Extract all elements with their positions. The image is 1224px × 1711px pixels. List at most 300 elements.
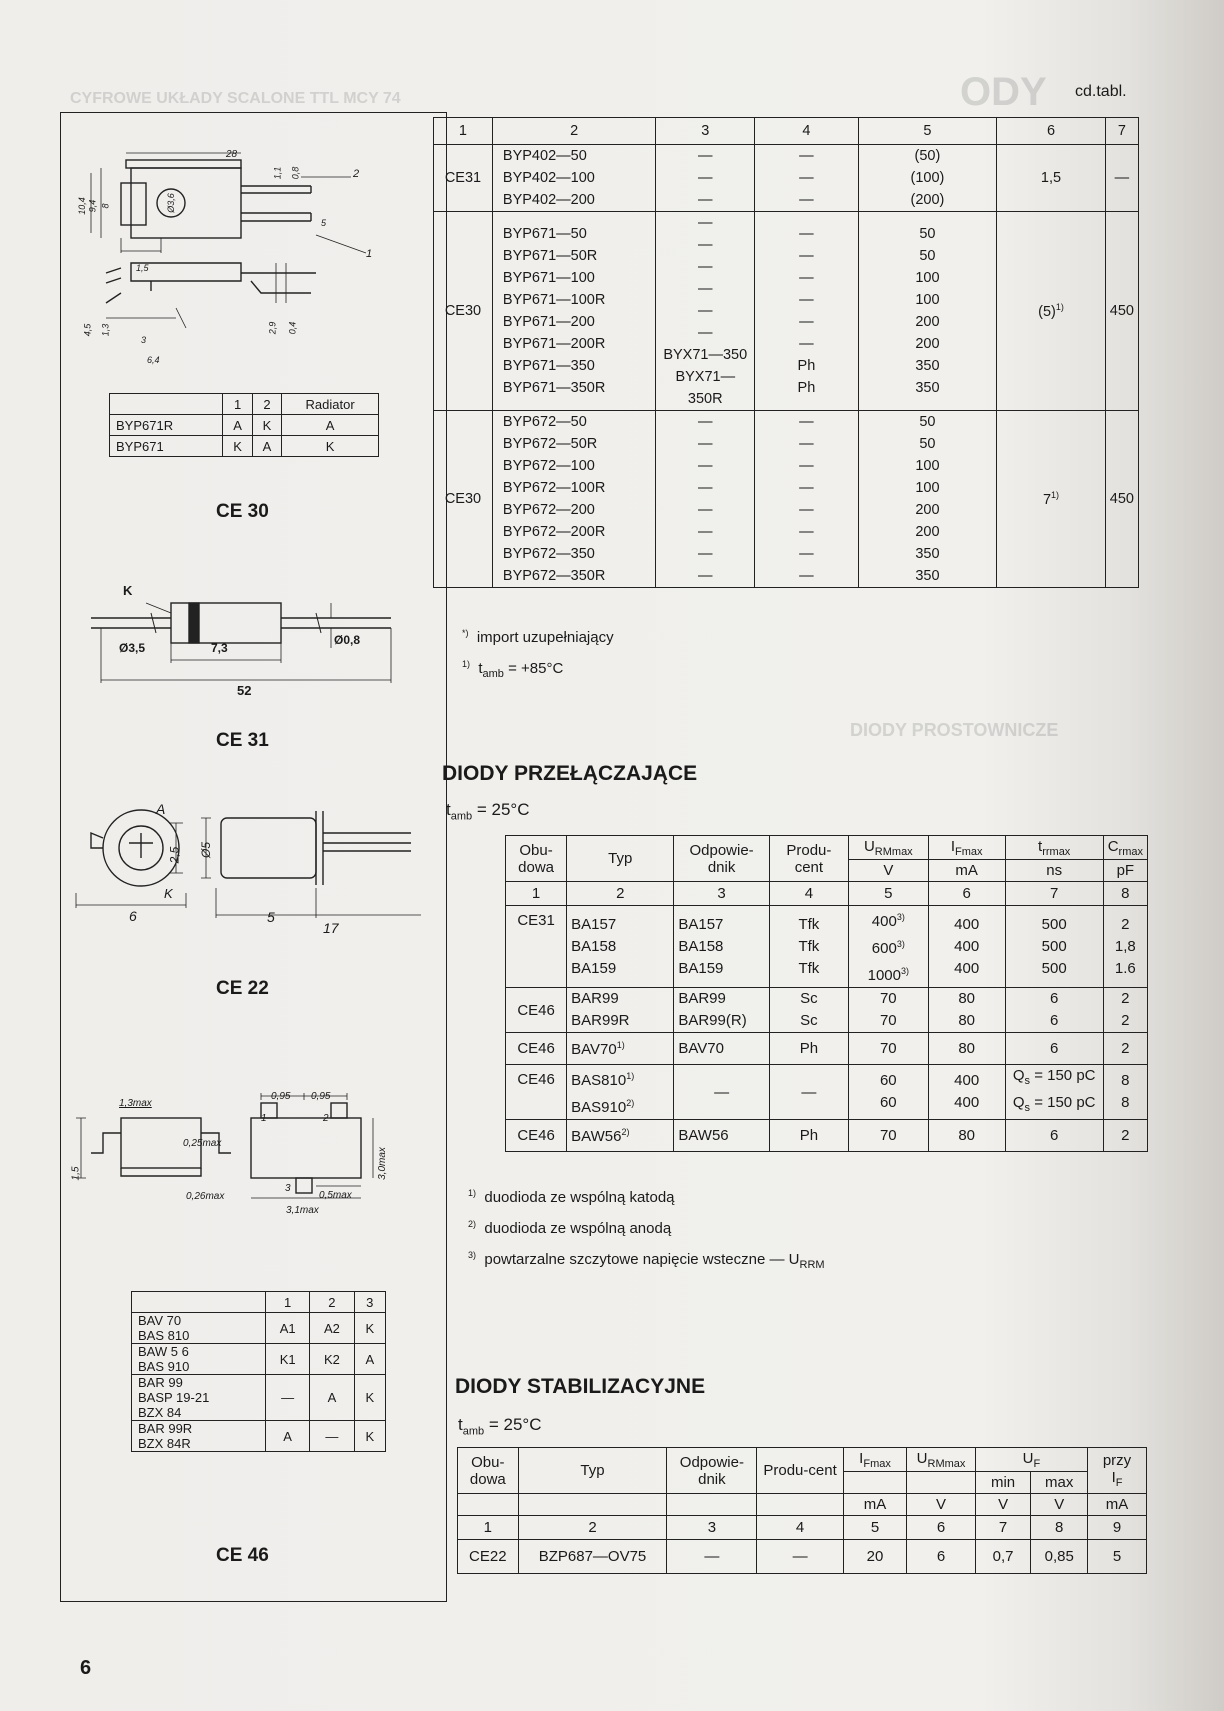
note-mark: 3) (468, 1250, 477, 1260)
types-cell (492, 145, 655, 212)
producer-line: Tfk (798, 915, 820, 933)
producer-cell (755, 212, 859, 411)
dim-label: 0,95 (271, 1091, 291, 1102)
col7-cell: 450 (1105, 411, 1138, 588)
ce31-outline-drawing (61, 568, 446, 708)
equiv-cell (674, 988, 769, 1033)
note (462, 651, 614, 687)
package-drawings-panel (60, 112, 447, 1602)
sym: U (916, 1449, 928, 1467)
col-header: Produ-cent (757, 1448, 843, 1494)
producer-line: — (799, 502, 814, 518)
producer-line: — (799, 192, 814, 208)
tamb-sub: amb (462, 1425, 485, 1438)
equiv-line: BA159 (678, 959, 724, 977)
equiv-line: BYX71—350 (663, 347, 748, 363)
section-title-switching: DIODY PRZEŁĄCZAJĄCE (442, 762, 698, 785)
tamb-value: = 25°C (484, 1415, 542, 1434)
value-line: 350 (915, 568, 940, 584)
producer-line: — (799, 248, 814, 264)
unit-header: mA (1088, 1494, 1147, 1516)
dim-label: 3 (141, 335, 147, 345)
type-line: BZX 84 (138, 1405, 182, 1420)
col-header (907, 1448, 975, 1472)
sym: C (1107, 837, 1119, 855)
equiv-line: — (698, 215, 713, 231)
case-cell: CE22 (458, 1540, 519, 1574)
col-header (975, 1448, 1087, 1472)
producer-cell: — (769, 1065, 848, 1120)
types-cell (567, 1120, 674, 1152)
equiv-line: — (698, 546, 713, 562)
type-line: BAV70 (571, 1040, 617, 1058)
dim-label: 1 (261, 1113, 267, 1124)
col-header: min (975, 1472, 1031, 1494)
type-line: BYP671—350 (502, 358, 595, 374)
type-line: BYP672—200R (502, 524, 606, 540)
pin-cell: K2 (310, 1344, 354, 1375)
col-header (1103, 836, 1147, 860)
sym: I (950, 837, 955, 855)
u-line: 70 (879, 990, 897, 1007)
type: BAS810 (571, 1072, 627, 1089)
producer-line: Tfk (798, 959, 820, 977)
value-line: 50 (919, 414, 936, 430)
value-line: 350 (915, 358, 940, 374)
footnote-mark: 3) (901, 966, 910, 976)
case-cell: CE46 (506, 988, 567, 1033)
unit-header (518, 1494, 667, 1516)
num-header: 4 (769, 882, 848, 906)
c-cell (1103, 988, 1147, 1033)
unit-header: V (975, 1494, 1031, 1516)
pin-header: 2 (252, 394, 281, 415)
dim-label: Ø0,8 (334, 633, 361, 647)
producer-line: — (799, 170, 814, 186)
table-row (506, 1033, 1148, 1065)
value: = 150 pC (1030, 1067, 1096, 1084)
producer-line: Tfk (798, 937, 820, 955)
pin-cell: A (223, 415, 252, 436)
equiv-line: — (698, 414, 713, 430)
col-header: 3 (656, 118, 755, 145)
col5-cell (858, 145, 996, 212)
uf-min-cell: 0,7 (975, 1540, 1031, 1574)
dim-label: 10,4 (76, 197, 87, 215)
types-cell (567, 1065, 674, 1120)
value: 400 (871, 913, 897, 930)
col-header: Obu-dowa (506, 836, 567, 882)
pin-cell: K (354, 1375, 385, 1421)
num-header: 1 (458, 1516, 519, 1540)
producer-line: — (799, 568, 814, 584)
switching-diodes-table (505, 835, 1148, 1152)
producer-cell (769, 988, 848, 1033)
footnote-mark: 3) (896, 912, 905, 922)
col7-cell: 450 (1105, 212, 1138, 411)
producer-line: — (799, 226, 814, 242)
case-cell: CE46 (506, 1120, 567, 1152)
col6-cell (997, 411, 1106, 588)
c-line: 2 (1121, 1012, 1130, 1029)
uf-max-cell: 0,85 (1031, 1540, 1088, 1574)
pin-cell: A (354, 1344, 385, 1375)
value-line: 350 (915, 546, 940, 562)
dim-label: K (164, 886, 173, 901)
pin-cell: K (282, 436, 379, 457)
type-line (571, 1092, 669, 1119)
col-header: max (1031, 1472, 1088, 1494)
equiv-line: — (698, 458, 713, 474)
types-cell (567, 1033, 674, 1065)
sym-sub: rmax (1118, 845, 1143, 858)
type-line: BYP672—50 (502, 414, 587, 430)
num-header: 8 (1031, 1516, 1088, 1540)
sym-sub: s (1024, 1102, 1031, 1114)
equiv-line: — (698, 480, 713, 496)
note-sub: RRM (799, 1259, 825, 1271)
pin-types-cell (132, 1421, 266, 1452)
producer-line: — (799, 292, 814, 308)
num-header: 7 (1005, 882, 1103, 906)
num-header: 1 (506, 882, 567, 906)
t-cell (1005, 906, 1103, 988)
footnote-mark: 2) (626, 1098, 635, 1108)
i-line: 400 (954, 915, 980, 933)
pin-cell: K (354, 1421, 385, 1452)
footnote-mark: 1) (1055, 302, 1064, 313)
dim-label: 28 (226, 149, 238, 160)
i-line: 400 (954, 1094, 980, 1111)
dim-label: 2,9 (267, 321, 278, 335)
pin-cell: BYP671 (110, 436, 223, 457)
dim-label: 52 (237, 683, 252, 698)
dim-label: 3,1max (286, 1205, 319, 1216)
c-line: 2 (1121, 915, 1130, 933)
col-header: Typ (567, 836, 674, 882)
c-cell (1103, 906, 1147, 988)
value-line: (200) (910, 192, 945, 208)
equiv-line: — (698, 325, 713, 341)
ce22-caption: CE 22 (216, 978, 269, 999)
equiv-line: — (698, 568, 713, 584)
pin-header: 3 (354, 1292, 385, 1313)
producer-line: — (799, 148, 814, 164)
value-line: 100 (915, 292, 940, 308)
unit-header: V (907, 1494, 975, 1516)
value-line: 100 (915, 480, 940, 496)
unit-header (757, 1494, 843, 1516)
c-line: 1.6 (1114, 959, 1136, 977)
type-line: BA158 (571, 937, 617, 955)
sym: Q (1012, 1094, 1025, 1111)
value-line: 200 (915, 502, 940, 518)
value-line: (50) (914, 148, 941, 164)
value: = 150 pC (1030, 1094, 1096, 1111)
type-line: BYP672—50R (502, 436, 598, 452)
dim-label: 17 (323, 920, 339, 936)
type-line: BYP672—100 (502, 458, 595, 474)
equiv-cell: — (674, 1065, 769, 1120)
ce31-caption: CE 31 (216, 730, 269, 751)
producer-line: — (799, 414, 814, 430)
u-line: 60 (879, 1094, 897, 1111)
pin-cell: K1 (266, 1344, 310, 1375)
pin-header (132, 1292, 266, 1313)
sym (1092, 1469, 1142, 1489)
col-header: Produ-cent (769, 836, 848, 882)
tamb-switching (446, 800, 530, 822)
type-line: BAW56 (571, 1127, 622, 1145)
ce30-pin-table (109, 393, 379, 457)
producer-line: — (799, 546, 814, 562)
pin-header: 1 (266, 1292, 310, 1313)
page-number: 6 (80, 1657, 92, 1679)
dim-label: 1,3 (100, 323, 111, 337)
note-text: duodioda ze wspólną anodą (484, 1220, 672, 1237)
pin-cell: K (223, 436, 252, 457)
equiv-cell (656, 411, 755, 588)
t-line: 6 (1050, 990, 1059, 1007)
producer-cell: Ph (769, 1033, 848, 1065)
pin-types-cell (132, 1313, 266, 1344)
dim-label: K (123, 583, 133, 598)
t-cell: 6 (1005, 1120, 1103, 1152)
type-line: BASP 19-21 (138, 1390, 210, 1405)
pin-cell: K (252, 415, 281, 436)
type-line: BA157 (571, 915, 617, 933)
ce46-pin-table (131, 1291, 386, 1452)
pin-cell: K (354, 1313, 385, 1344)
producer-cell (769, 906, 848, 988)
producer-cell: Ph (769, 1120, 848, 1152)
sym: U (1022, 1449, 1034, 1467)
dim-label: 5 (267, 909, 275, 925)
type-line: BA159 (571, 959, 617, 977)
type: BAS910 (571, 1099, 627, 1116)
dim-label: 1,3max (119, 1098, 152, 1109)
sym-sub: rrmax (1042, 845, 1071, 858)
dim-label: 6 (129, 908, 137, 924)
u-line: 70 (879, 1012, 897, 1029)
type-line: BYP402—50 (502, 148, 587, 164)
equiv-line: — (698, 148, 713, 164)
table-row (506, 1120, 1148, 1152)
case-cell: CE30 (434, 212, 493, 411)
pin-cell: A (310, 1375, 354, 1421)
section-title-zener: DIODY STABILIZACYJNE (455, 1375, 706, 1398)
sym-sub: F (1033, 1457, 1041, 1470)
note-text: import uzupełniający (476, 629, 614, 646)
t-line: 500 (1041, 937, 1067, 955)
producer-cell: — (757, 1540, 843, 1574)
dim-label: 0,8 (290, 166, 301, 180)
dim-label: A (156, 801, 166, 817)
unit-header: ns (1005, 860, 1103, 882)
num-header: 5 (848, 882, 928, 906)
equiv-line: — (698, 303, 713, 319)
t-cell: 6 (1005, 1033, 1103, 1065)
c-cell: 2 (1103, 1120, 1147, 1152)
type-line (571, 1065, 669, 1092)
note-text: = +85°C (503, 660, 564, 677)
num-header: 3 (667, 1516, 757, 1540)
i-line: 400 (954, 937, 980, 955)
u-cell: 70 (848, 1120, 928, 1152)
unit-header: mA (843, 1494, 907, 1516)
i-line: 80 (958, 1012, 976, 1029)
equiv-cell (656, 145, 755, 212)
producer-line: — (799, 458, 814, 474)
blank (843, 1472, 907, 1494)
value: 7 (1042, 491, 1052, 508)
unit-header (458, 1494, 519, 1516)
u-cell (848, 988, 928, 1033)
sym-sub: RMmax (874, 845, 913, 858)
col-header (928, 836, 1005, 860)
sym-sub: RMmax (927, 1457, 966, 1470)
i-line: 80 (958, 990, 976, 1007)
type-line: BYP671—100 (502, 270, 595, 286)
i-cell: 80 (928, 1033, 1005, 1065)
col-header (848, 836, 928, 860)
type-line: BYP671—200R (502, 336, 606, 352)
ce30-outline-drawing (61, 113, 446, 433)
equiv-line: BAR99(R) (678, 1012, 747, 1029)
dim-label: 4,5 (82, 323, 93, 337)
type-line: BYP402—200 (502, 192, 595, 208)
dim-label: 2 (323, 1113, 329, 1124)
producer-line: Ph (797, 358, 816, 374)
i-cell (928, 988, 1005, 1033)
dim-label: 6,4 (147, 355, 160, 365)
equiv-cell (656, 212, 755, 411)
equiv-line: — (698, 524, 713, 540)
dim-label: 9,4 (87, 199, 98, 213)
value: 1000 (867, 967, 901, 984)
producer-cell (755, 411, 859, 588)
type-line: BAS 810 (138, 1328, 190, 1343)
table1-notes (462, 620, 614, 687)
t-line (1010, 1092, 1099, 1119)
pin-types-cell (132, 1344, 266, 1375)
unit-header: pF (1103, 860, 1147, 882)
type-line: BYP671—200 (502, 314, 595, 330)
unit-header (667, 1494, 757, 1516)
if-cell: 20 (843, 1540, 907, 1574)
num-header: 3 (674, 882, 769, 906)
u-line: 60 (879, 1072, 897, 1089)
value: (5) (1038, 303, 1056, 320)
pin-header: Radiator (282, 394, 379, 415)
col5-cell (858, 212, 996, 411)
tamb-t: t (458, 1415, 463, 1434)
tamb-t: t (446, 800, 451, 819)
equiv-cell: — (667, 1540, 757, 1574)
tamb-sub: amb (450, 810, 473, 823)
col-header: 6 (997, 118, 1106, 145)
value-line: 200 (915, 524, 940, 540)
footnote-mark: 2) (621, 1126, 630, 1137)
col-header: 1 (434, 118, 493, 145)
note-mark: *) (462, 628, 469, 638)
t-line: 6 (1050, 1012, 1059, 1029)
sym: t (1038, 837, 1043, 855)
col-header: 2 (492, 118, 655, 145)
i-cell (928, 1065, 1005, 1120)
num-header: 2 (518, 1516, 667, 1540)
producer-cell (755, 145, 859, 212)
u-line (853, 960, 924, 987)
unit-header: mA (928, 860, 1005, 882)
dim-label: 8 (100, 203, 111, 209)
section2-notes (468, 1180, 825, 1278)
type-line: BYP672—350R (502, 568, 606, 584)
c-cell (1103, 1065, 1147, 1120)
type-line: BAR99R (571, 1012, 630, 1029)
pin-cell: A2 (310, 1313, 354, 1344)
value-line: 100 (915, 270, 940, 286)
producer-line: Ph (797, 380, 816, 396)
type-line: BAS 910 (138, 1359, 190, 1374)
sym-main: I (1111, 1469, 1116, 1486)
equiv-line: — (698, 170, 713, 186)
ce30-caption: CE 30 (216, 501, 269, 522)
note (462, 620, 614, 651)
t-cell (1005, 988, 1103, 1033)
note-text: powtarzalne szczytowe napięcie wsteczne — U (484, 1251, 800, 1268)
value-line: 200 (915, 314, 940, 330)
i-line: 400 (954, 1072, 980, 1089)
sym: I (859, 1449, 864, 1467)
dim-label: Ø3,5 (119, 641, 146, 655)
num-header: 2 (567, 882, 674, 906)
pin-header: 2 (310, 1292, 354, 1313)
footnote-mark: 1) (616, 1039, 625, 1050)
footnote-mark: 3) (896, 939, 905, 949)
continued-label: cd.tabl. (1075, 83, 1127, 100)
dim-label: 2 (353, 168, 360, 180)
equiv-cell (674, 906, 769, 988)
dim-label: Ø3,6 (165, 193, 176, 213)
type-line: BYP671—350R (502, 380, 606, 396)
equiv-line: BAR99 (678, 990, 726, 1007)
type-line: BAV 70 (138, 1313, 182, 1328)
dim-label: 1,5 (70, 1166, 82, 1181)
col6-cell (997, 212, 1106, 411)
col-header (1088, 1448, 1147, 1494)
equiv-cell: BAW56 (674, 1120, 769, 1152)
note-text: duodioda ze wspólną katodą (484, 1189, 675, 1206)
value-line: 350 (915, 380, 940, 396)
case-cell: CE31 (506, 906, 567, 988)
pin-cell: — (266, 1375, 310, 1421)
dim-label: 2,5 (167, 846, 182, 864)
value-line: 50 (919, 248, 936, 264)
dim-label: 0,95 (311, 1091, 331, 1102)
u-cell (848, 1065, 928, 1120)
equiv-line: — (698, 502, 713, 518)
types-cell (567, 988, 674, 1033)
type-line: BYP671—50 (502, 226, 587, 242)
equiv-line: — (698, 281, 713, 297)
t-line (1010, 1065, 1099, 1092)
blank (907, 1472, 975, 1494)
equiv-line: — (698, 237, 713, 253)
equiv-line: BA158 (678, 937, 724, 955)
dim-label: 0,5max (319, 1190, 352, 1201)
table-row (506, 1065, 1148, 1120)
